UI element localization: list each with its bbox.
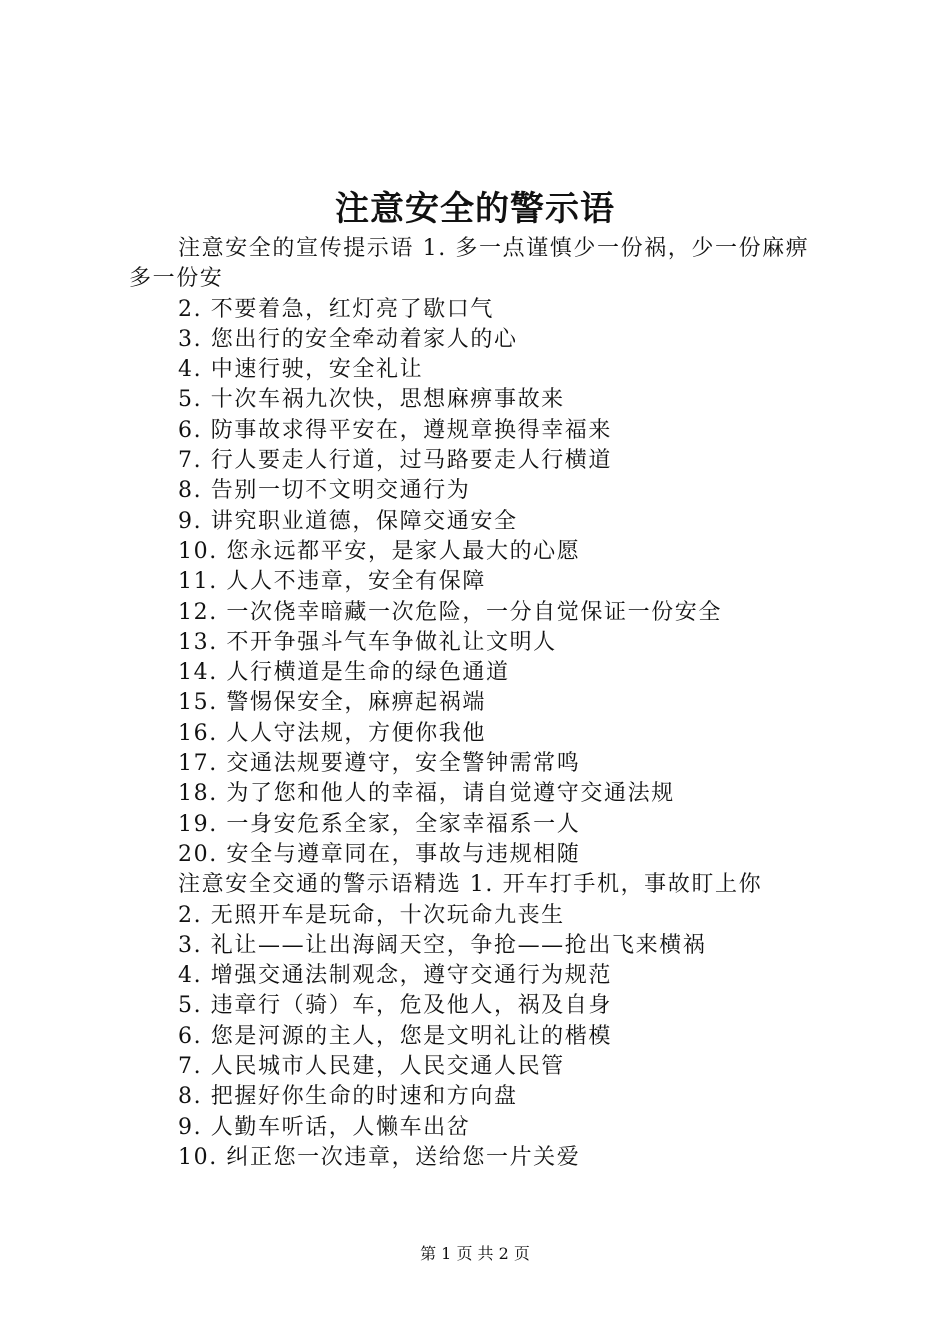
slogan-line: 4. 增强交通法制观念，遵守交通行为规范 — [178, 963, 612, 989]
document-title: 注意安全的警示语 — [335, 189, 615, 229]
slogan-line: 7. 人民城市人民建，人民交通人民管 — [178, 1054, 565, 1080]
slogan-line: 18. 为了您和他人的幸福，请自觉遵守交通法规 — [178, 781, 675, 807]
slogan-line: 13. 不开争强斗气车争做礼让文明人 — [178, 629, 557, 655]
slogan-list — [129, 295, 829, 1174]
slogan-line: 9. 人勤车听话，人懒车出岔 — [178, 1114, 471, 1140]
slogan-line: 15. 警惕保安全，麻痹起祸端 — [178, 690, 486, 716]
page-number-footer: 第 1 页 共 2 页 — [420, 1244, 530, 1263]
slogan-line: 10. 纠正您一次违章，送给您一片关爱 — [178, 1144, 581, 1170]
slogan-line: 17. 交通法规要遵守，安全警钟需常鸣 — [178, 751, 581, 777]
slogan-line: 8. 告别一切不文明交通行为 — [178, 478, 471, 504]
slogan-line: 5. 十次车祸九次快，思想麻痹事故来 — [178, 387, 565, 413]
intro-paragraph: 注意安全的宣传提示语 1. 多一点谨慎少一份祸，少一份麻痹多一份安 — [129, 236, 810, 292]
slogan-line: 4. 中速行驶，安全礼让 — [178, 357, 424, 383]
slogan-line: 12. 一次侥幸暗藏一次危险，一分自觉保证一份安全 — [178, 599, 722, 625]
slogan-line: 7. 行人要走人行道，过马路要走人行横道 — [178, 448, 612, 474]
section-heading-line: 注意安全交通的警示语精选 1. 开车打手机，事故盯上你 — [178, 872, 763, 898]
slogan-line: 3. 您出行的安全牵动着家人的心 — [178, 326, 518, 352]
slogan-line: 2. 无照开车是玩命，十次玩命九丧生 — [178, 902, 565, 928]
slogan-line: 8. 把握好你生命的时速和方向盘 — [178, 1084, 518, 1110]
slogan-line: 11. 人人不违章，安全有保障 — [178, 569, 486, 595]
slogan-line: 3. 礼让——让出海阔天空，争抢——抢出飞来横祸 — [178, 932, 707, 958]
slogan-line: 14. 人行横道是生命的绿色通道 — [178, 660, 510, 686]
slogan-line: 10. 您永远都平安，是家人最大的心愿 — [178, 538, 581, 564]
slogan-line: 16. 人人守法规，方便你我他 — [178, 720, 486, 746]
slogan-line: 6. 您是河源的主人，您是文明礼让的楷模 — [178, 1023, 612, 1049]
slogan-line: 19. 一身安危系全家，全家幸福系一人 — [178, 811, 581, 837]
slogan-line: 6. 防事故求得平安在，遵规章换得幸福来 — [178, 417, 612, 443]
slogan-line: 9. 讲究职业道德，保障交通安全 — [178, 508, 518, 534]
slogan-line: 2. 不要着急，红灯亮了歇口气 — [178, 296, 494, 322]
document-body — [129, 234, 829, 1173]
slogan-line: 20. 安全与遵章同在，事故与违规相随 — [178, 841, 581, 867]
slogan-line: 5. 违章行（骑）车，危及他人，祸及自身 — [178, 993, 612, 1019]
